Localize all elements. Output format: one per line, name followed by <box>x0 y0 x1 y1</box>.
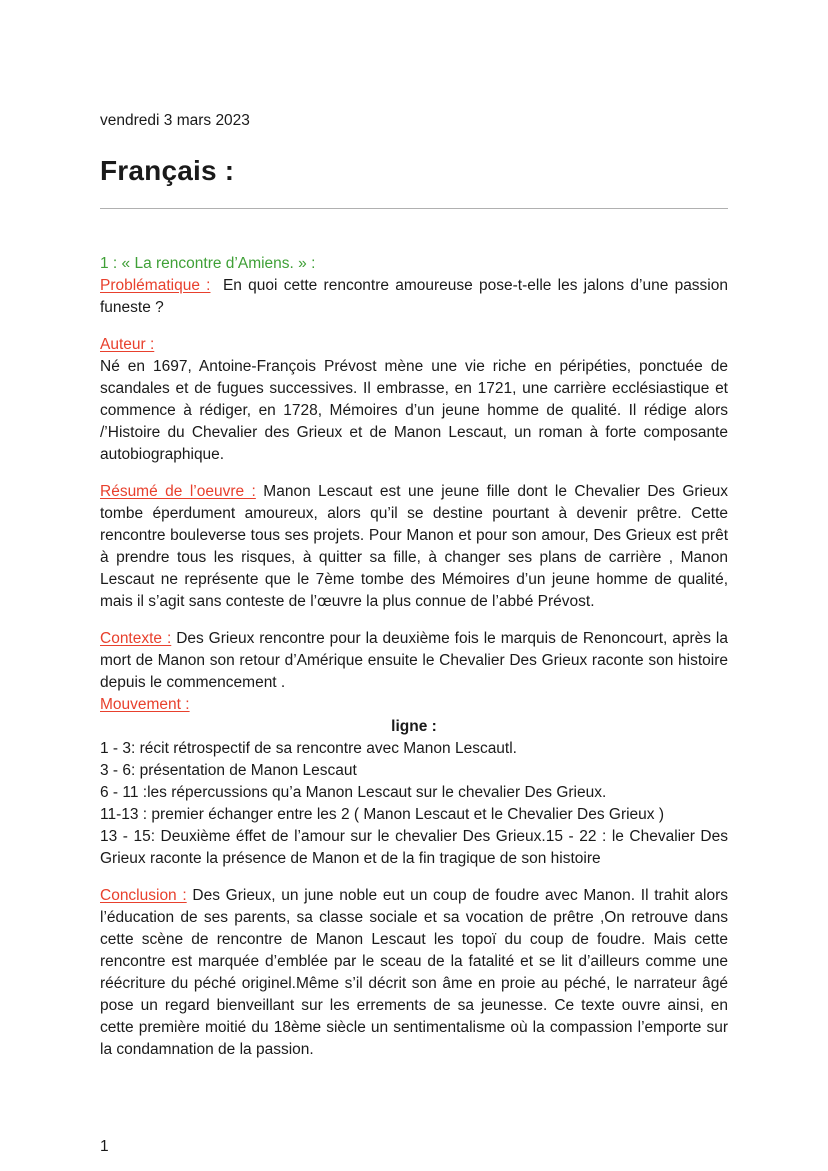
section-heading: 1 : « La rencontre d’Amiens. » : <box>100 255 316 272</box>
auteur-label-line <box>100 334 728 356</box>
conclusion-label: Conclusion : <box>100 887 187 904</box>
mouvement-label: Mouvement : <box>100 696 190 713</box>
problematique-text: En quoi cette rencontre amoureuse pose-t-elle les jalons d’une passion funeste ? <box>100 277 728 316</box>
mouvement-line: 3 - 6: présentation de Manon Lescaut <box>100 762 357 779</box>
document-date: vendredi 3 mars 2023 <box>100 112 250 129</box>
page-number: 1 <box>100 1138 109 1155</box>
resume-label: Résumé de l’oeuvre : <box>100 483 256 500</box>
mouvement-line: 1 - 3: récit rétrospectif de sa rencontre avec Manon Lescautl. <box>100 740 517 757</box>
mouvement-line: 13 - 15: Deuxième éffet de l’amour sur le chevalier Des Grieux.15 - 22 : le Chevalier Des Grieux raconte la présence de Manon et de la fin tragique de son histoire <box>100 828 728 867</box>
separator-line <box>100 208 728 209</box>
resume-paragraph <box>100 481 728 613</box>
conclusion-text: Des Grieux, un june noble eut un coup de foudre avec Manon. Il trahit alors l’éducation de ses parents, sa classe sociale et sa vocation de prêtre ,On retrouve dans cette scène de rencontre de Manon Lescaut les topoï du coup de foudre. Mais cette rencontre est marquée d’emblée par le sceau de la fatalité et se lit d’ailleurs comme une réécriture du péché originel.Même s’il décrit son âme en proie au péché, le narrateur âgé pose un regard bienveillant sur les errements de sa jeunesse. Ce texte ouvre ainsi, en cette première moitié du 18ème siècle un sentimentalisme où la compassion l’emporte sur la condamnation de la passion. <box>100 887 728 1058</box>
resume-text: Manon Lescaut est une jeune fille dont le Chevalier Des Grieux tombe éperdument amoureux, alors qu’il se destine pourtant à devenir prêtre. Cette rencontre bouleverse tous ses projets. Pour Manon et pour son amour, Des Grieux est prêt à prendre tous les risques, à quitter sa fille, à changer ses plans de carrière , Manon Lescaut ne représente que le 7ème tombe des Mémoires d’un jeune homme de qualité, mais il s’agit sans conteste de l’œuvre la plus connue de l’abbé Prévost. <box>100 483 728 610</box>
page-title: Français : <box>100 155 235 186</box>
auteur-paragraph: Né en 1697, Antoine-François Prévost mène une vie riche en péripéties, ponctuée de scandales et de fugues successives. Il embrasse, en 1721, une carrière ecclésiastique et commence à rédiger, en 1728, Mémoires d’un jeune homme de qualité. Il rédige alors /’Histoire du Chevalier des Grieux et de Manon Lescaut, un roman à forte composante autobiographique. <box>100 358 728 463</box>
problematique-label: Problématique : <box>100 277 211 294</box>
mouvement-line: 11-13 : premier échanger entre les 2 ( Manon Lescaut et le Chevalier Des Grieux ) <box>100 806 665 823</box>
contexte-paragraph <box>100 628 728 694</box>
mouvement-line: 6 - 11 :les répercussions qu’a Manon Lescaut sur le chevalier Des Grieux. <box>100 784 607 801</box>
auteur-label: Auteur : <box>100 336 155 353</box>
contexte-label: Contexte : <box>100 630 172 647</box>
conclusion-paragraph <box>100 885 728 1061</box>
problematique-paragraph <box>100 275 728 319</box>
contexte-text: Des Grieux rencontre pour la deuxième fois le marquis de Renoncourt, après la mort de Manon son retour d’Amérique ensuite le Chevalier Des Grieux raconte son histoire depuis le commencement . <box>100 630 728 691</box>
ligne-heading: ligne : <box>391 718 437 735</box>
mouvement-label-line <box>100 694 728 716</box>
